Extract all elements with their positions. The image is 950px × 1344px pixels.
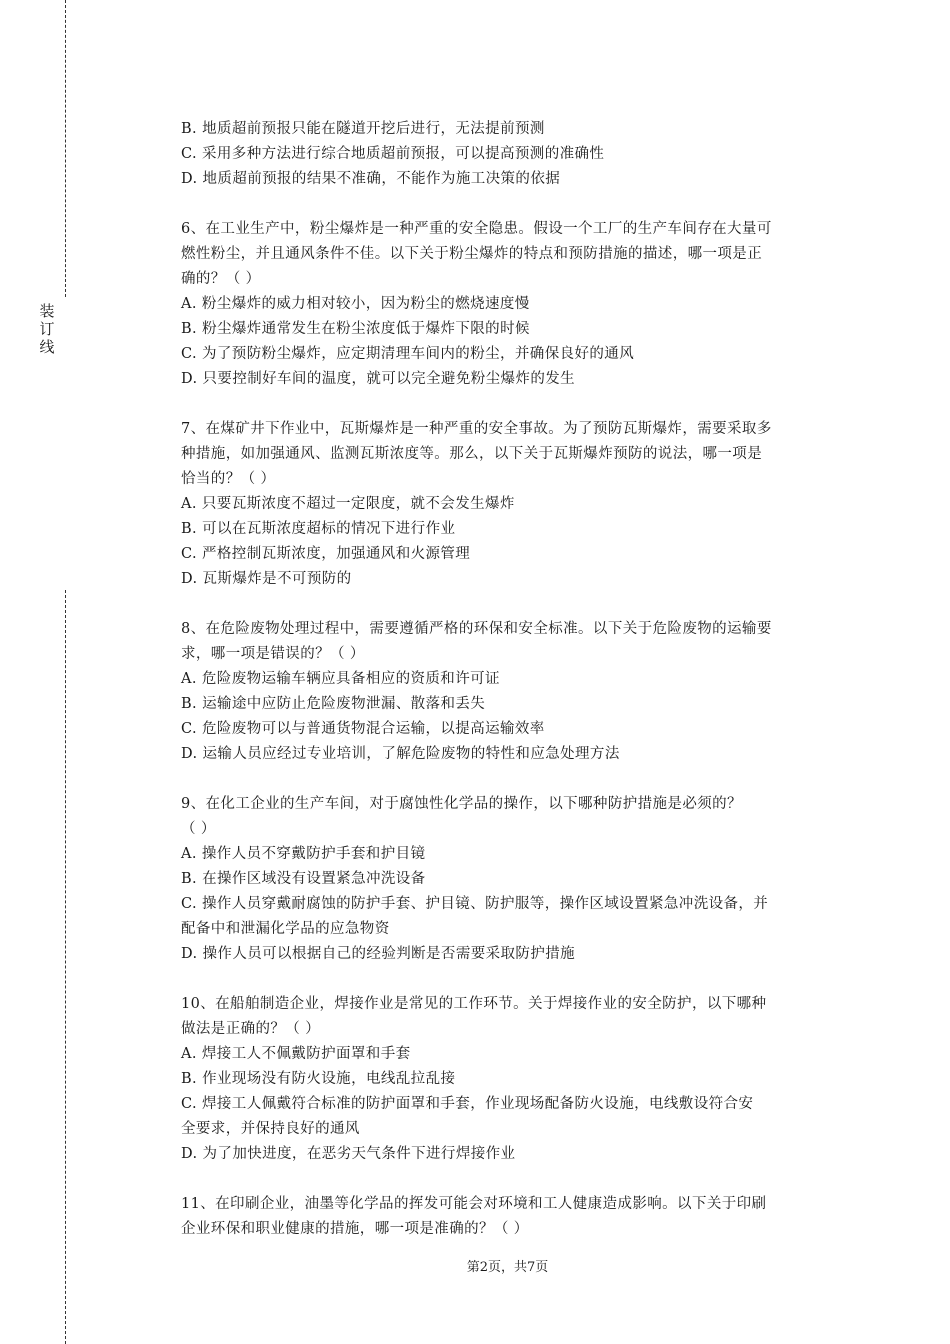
question-11 bbox=[181, 1192, 841, 1242]
binding-char: 装 bbox=[39, 302, 55, 320]
option-b: B. 在操作区域没有设置紧急冲洗设备 bbox=[181, 871, 426, 887]
question-stem: 确的？（ ） bbox=[181, 271, 261, 287]
option-d: D. 只要控制好车间的温度，就可以完全避免粉尘爆炸的发生 bbox=[181, 371, 576, 387]
option-b: B. 地质超前预报只能在隧道开挖后进行，无法提前预测 bbox=[181, 121, 545, 137]
option-c-continued: 配备中和泄漏化学品的应急物资 bbox=[181, 921, 390, 937]
question-stem: 7、在煤矿井下作业中，瓦斯爆炸是一种严重的安全事故。为了预防瓦斯爆炸，需要采取多 bbox=[181, 421, 772, 437]
option-c: C. 采用多种方法进行综合地质超前预报，可以提高预测的准确性 bbox=[181, 146, 605, 162]
option-d: D. 瓦斯爆炸是不可预防的 bbox=[181, 571, 352, 587]
option-b: B. 运输途中应防止危险废物泄漏、散落和丢失 bbox=[181, 696, 486, 712]
question-stem: 10、在船舶制造企业，焊接作业是常见的工作环节。关于焊接作业的安全防护，以下哪种 bbox=[181, 996, 767, 1012]
question-7 bbox=[181, 417, 841, 592]
option-a: A. 危险废物运输车辆应具备相应的资质和许可证 bbox=[181, 671, 500, 687]
question-stem: 燃性粉尘，并且通风条件不佳。以下关于粉尘爆炸的特点和预防措施的描述，哪一项是正 bbox=[181, 246, 763, 262]
exam-content bbox=[181, 117, 841, 1242]
question-10 bbox=[181, 992, 841, 1167]
option-d: D. 为了加快进度，在恶劣天气条件下进行焊接作业 bbox=[181, 1146, 516, 1162]
option-c-continued: 全要求，并保持良好的通风 bbox=[181, 1121, 360, 1137]
option-c: C. 为了预防粉尘爆炸，应定期清理车间内的粉尘，并确保良好的通风 bbox=[181, 346, 635, 362]
binding-label bbox=[38, 302, 56, 356]
binding-dashed-line-bottom bbox=[65, 590, 66, 1344]
option-c: C. 严格控制瓦斯浓度，加强通风和火源管理 bbox=[181, 546, 471, 562]
question-stem: 9、在化工企业的生产车间，对于腐蚀性化学品的操作，以下哪种防护措施是必须的？ bbox=[181, 796, 742, 812]
option-a: A. 焊接工人不佩戴防护面罩和手套 bbox=[181, 1046, 411, 1062]
question-stem: （ ） bbox=[181, 821, 216, 837]
question-stem: 8、在危险废物处理过程中，需要遵循严格的环保和安全标准。以下关于危险废物的运输要 bbox=[181, 621, 772, 637]
option-b: B. 粉尘爆炸通常发生在粉尘浓度低于爆炸下限的时候 bbox=[181, 321, 530, 337]
option-d: D. 运输人员应经过专业培训，了解危险废物的特性和应急处理方法 bbox=[181, 746, 620, 762]
option-b: B. 可以在瓦斯浓度超标的情况下进行作业 bbox=[181, 521, 456, 537]
question-6 bbox=[181, 217, 841, 392]
page-footer bbox=[0, 1258, 950, 1278]
binding-char: 订 bbox=[39, 320, 55, 338]
question-stem: 求，哪一项是错误的？（ ） bbox=[181, 646, 365, 662]
option-c: C. 焊接工人佩戴符合标准的防护面罩和手套，作业现场配备防火设施，电线敷设符合安 bbox=[181, 1096, 754, 1112]
question-stem: 企业环保和职业健康的措施，哪一项是准确的？（ ） bbox=[181, 1221, 529, 1237]
question-stem: 6、在工业生产中，粉尘爆炸是一种严重的安全隐患。假设一个工厂的生产车间存在大量可 bbox=[181, 221, 772, 237]
question-stem: 种措施，如加强通风、监测瓦斯浓度等。那么，以下关于瓦斯爆炸预防的说法，哪一项是 bbox=[181, 446, 763, 462]
previous-question-options bbox=[181, 117, 841, 192]
option-a: A. 粉尘爆炸的威力相对较小，因为粉尘的燃烧速度慢 bbox=[181, 296, 530, 312]
option-c: C. 危险废物可以与普通货物混合运输，以提高运输效率 bbox=[181, 721, 545, 737]
option-d: D. 地质超前预报的结果不准确，不能作为施工决策的依据 bbox=[181, 171, 561, 187]
question-8 bbox=[181, 617, 841, 767]
question-stem: 做法是正确的？（ ） bbox=[181, 1021, 321, 1037]
option-c: C. 操作人员穿戴耐腐蚀的防护手套、护目镜、防护服等，操作区域设置紧急冲洗设备，并 bbox=[181, 896, 769, 912]
question-stem: 11、在印刷企业，油墨等化学品的挥发可能会对环境和工人健康造成影响。以下关于印刷 bbox=[181, 1196, 767, 1212]
option-b: B. 作业现场没有防火设施，电线乱拉乱接 bbox=[181, 1071, 456, 1087]
question-9 bbox=[181, 792, 841, 967]
option-a: A. 只要瓦斯浓度不超过一定限度，就不会发生爆炸 bbox=[181, 496, 515, 512]
option-a: A. 操作人员不穿戴防护手套和护目镜 bbox=[181, 846, 426, 862]
question-stem: 恰当的？（ ） bbox=[181, 471, 276, 487]
option-d: D. 操作人员可以根据自己的经验判断是否需要采取防护措施 bbox=[181, 946, 576, 962]
page-number: 第2页，共7页 bbox=[466, 1260, 549, 1275]
binding-char: 线 bbox=[39, 338, 55, 356]
binding-dashed-line-top bbox=[65, 0, 66, 297]
